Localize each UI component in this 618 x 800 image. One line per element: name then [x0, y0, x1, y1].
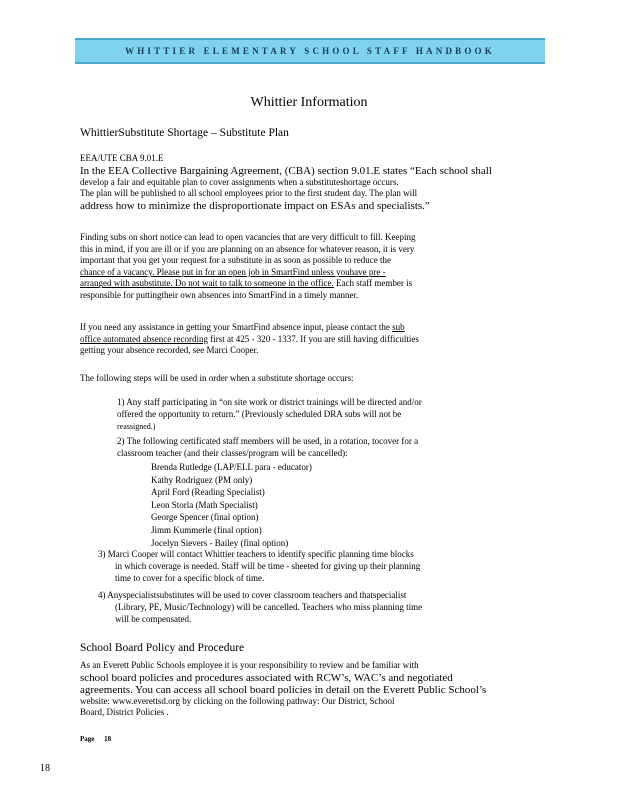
step-2 — [117, 436, 537, 460]
page-footer-label — [80, 735, 111, 743]
staff-item: Jocelyn Sievers - Bailey (final option) — [151, 537, 289, 548]
para1-line-4: chance of a vacancy. Please put in for an open job in SmartFind unless youhave pre - — [80, 266, 386, 277]
steps-intro: The following steps will be used in order when a substitute shortage occurs: — [80, 373, 354, 383]
step1-line-2: offered the opportunity to return.” (Previously scheduled DRA subs will not be — [117, 408, 402, 419]
step-1 — [117, 397, 537, 432]
page-number-inline: 18 — [104, 735, 112, 743]
step4-line-1: 4) Anyspecialistsubstitutes will be used to cover classroom teachers and thatspecialist — [98, 590, 407, 600]
para2-line-3: getting your absence recorded, see Marci Cooper. — [80, 345, 259, 356]
cba-line-4: address how to minimize the disproportionate impact on ESAs and specialists.” — [80, 199, 430, 212]
step3-line-2: in which coverage is needed. Staff will be time - sheeted for giving up their planning — [115, 560, 421, 571]
step-4 — [98, 590, 538, 625]
step3-line-1: 3) Marci Cooper will contact Whittier teachers to identify specific planning time blocks — [98, 549, 414, 559]
sub-office-link-part1[interactable]: sub — [392, 322, 405, 332]
section-heading-substitute: WhittierSubstitute Shortage – Substitute Plan — [80, 127, 289, 139]
assistance-paragraph — [80, 322, 532, 357]
para1-line-3: important that you get your request for a substitute in as soon as possible to reduce the — [80, 255, 391, 266]
sub-office-link-part2[interactable]: office automated absence recording — [80, 333, 209, 344]
handbook-banner — [75, 38, 545, 64]
cba-line-3: The plan will be published to all school employees prior to the first student day. The plan will — [80, 188, 418, 199]
section-heading-board-policy: School Board Policy and Procedure — [80, 642, 245, 654]
staff-item: April Ford (Reading Specialist) — [151, 487, 265, 498]
page-label: Page — [80, 735, 95, 743]
staff-item: Jimm Kummerle (final option) — [151, 524, 262, 535]
cba-paragraph — [80, 153, 532, 212]
cba-line-2: develop a fair and equitable plan to cover assignments when a substituteshortage occurs. — [80, 176, 399, 187]
cba-ref: EEA/UTE CBA 9.01.E — [80, 153, 164, 163]
board-policy-paragraph — [80, 660, 532, 719]
policy-line-1: As an Everett Public Schools employee it is your responsibility to review and be familiar with — [80, 660, 419, 670]
step1-line-1: 1) Any staff participating in “on site work or district trainings will be directed and/or — [117, 397, 422, 407]
para1-line-1: Finding subs on short notice can lead to open vacancies that are very difficult to fill. Keeping — [80, 232, 416, 242]
page-title: Whittier Information — [250, 95, 368, 110]
cba-line-1: In the EEA Collective Bargaining Agreement, (CBA) section 9.01.E states “Each school shall — [80, 164, 492, 177]
policy-line-2: school board policies and procedures associated with RCW’s, WAC’s and negotiated — [80, 671, 453, 684]
banner-text: WHITTIER ELEMENTARY SCHOOL STAFF HANDBOOK — [125, 46, 495, 56]
step2-line-1: 2) The following certificated staff members will be used, in a rotation, tocover for a — [117, 436, 419, 446]
staff-item: Leon Storla (Math Specialist) — [151, 499, 258, 510]
staff-item: Brenda Rutledge (LAP/ELL para - educator) — [151, 462, 312, 472]
step-3 — [98, 549, 538, 584]
para1-line-2: this in mind, if you are ill or if you are planning on an absence for whatever reason, it is very — [80, 243, 415, 254]
staff-list — [151, 461, 312, 549]
step1-line-3: reassigned.) — [117, 421, 156, 431]
step4-line-3: will be compensated. — [115, 613, 192, 624]
step4-line-2: (Library, PE, Music/Technology) will be cancelled. Teachers who miss planning time — [115, 601, 423, 612]
para1-line-5-underlined: arranged with asubstitute. Do not wait to talk to someone in the office. — [80, 278, 334, 289]
policy-line-5: Board, District Policies . — [80, 707, 169, 718]
staff-item: George Spencer (final option) — [151, 512, 259, 523]
step3-line-3: time to cover for a specific block of time. — [115, 572, 265, 583]
finding-subs-paragraph — [80, 232, 532, 302]
policy-line-4: website: www.everettsd.org by clicking on the following pathway: Our District, School — [80, 695, 395, 706]
para2-line-1: If you need any assistance in getting your SmartFind absence input, please contact the — [80, 322, 393, 332]
page-number: 18 — [40, 763, 50, 774]
step2-line-2: classroom teacher (and their classes/program will be cancelled): — [117, 447, 348, 458]
para1-line-5-rest: Each staff member is — [333, 278, 413, 289]
policy-line-3: agreements. You can access all school board policies in detail on the Everett Public School’s — [80, 683, 487, 696]
para1-line-6: responsible for puttingtheir own absences into SmartFind in a timely manner. — [80, 289, 359, 300]
staff-item: Kathy Rodriguez (PM only) — [151, 474, 253, 485]
para2-line-2-rest: first at 425 - 320 - 1337. If you are still having difficulties — [208, 333, 419, 344]
